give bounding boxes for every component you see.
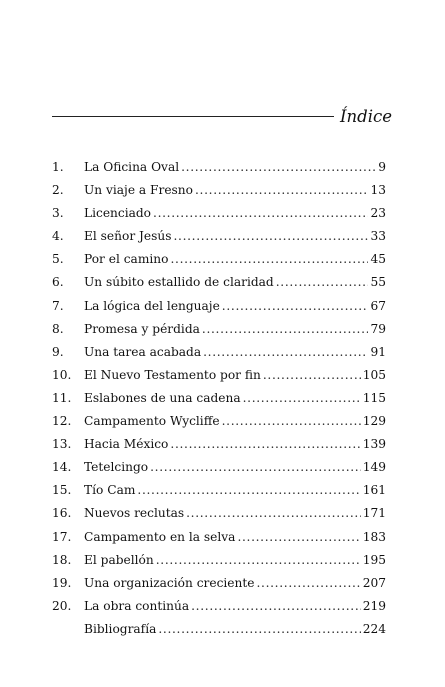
chapter-title: Campamento Wycliffe — [84, 414, 220, 429]
page-number: 129 — [362, 414, 386, 429]
chapter-number: 17. — [52, 529, 72, 544]
page-number: 219 — [362, 598, 386, 613]
chapter-title: Una organización creciente — [84, 575, 255, 590]
toc-entry — [52, 364, 386, 387]
chapter-number: 13. — [52, 437, 72, 452]
page-number: 55 — [370, 275, 386, 290]
chapter-number: 15. — [52, 483, 72, 498]
chapter-title: Por el camino — [84, 252, 169, 267]
page-number: 23 — [370, 206, 386, 221]
chapter-number: 3. — [52, 206, 64, 221]
page-title: Índice — [340, 106, 392, 126]
dot-leader — [191, 595, 361, 618]
toc-entry — [52, 595, 386, 618]
dot-leader — [237, 526, 360, 549]
toc-entry — [52, 526, 386, 549]
toc-entry — [52, 502, 386, 525]
dot-leader — [263, 364, 361, 387]
page-number: 139 — [362, 437, 386, 452]
dot-leader — [243, 387, 361, 410]
dot-leader — [195, 179, 368, 202]
toc-entry — [52, 202, 386, 225]
page-number: 183 — [362, 529, 386, 544]
page-number: 33 — [370, 229, 386, 244]
toc-entry — [52, 225, 386, 248]
chapter-title: Un viaje a Fresno — [84, 183, 193, 198]
toc-entry — [52, 572, 386, 595]
chapter-number: 9. — [52, 344, 64, 359]
dot-leader — [186, 502, 361, 525]
chapter-number: 5. — [52, 252, 64, 267]
chapter-number: 19. — [52, 575, 72, 590]
chapter-number: 1. — [52, 160, 64, 174]
chapter-title: Licenciado — [84, 206, 152, 221]
chapter-number: 2. — [52, 183, 64, 198]
toc-entry — [52, 387, 386, 410]
chapter-title: Un súbito estallido de claridad — [84, 275, 274, 290]
chapter-number: 20. — [52, 598, 72, 613]
toc-entry — [52, 248, 386, 271]
dot-leader — [158, 618, 360, 641]
chapter-title: Promesa y pérdida — [84, 321, 200, 336]
dot-leader — [170, 433, 360, 456]
dot-leader — [137, 479, 360, 502]
page-number: 91 — [370, 344, 386, 359]
toc-entry — [52, 341, 386, 364]
toc-entry — [52, 179, 386, 202]
toc-entry — [52, 479, 386, 502]
page-number: 224 — [362, 621, 386, 636]
toc-entry — [52, 271, 386, 294]
page-number: 105 — [362, 367, 386, 382]
chapter-title: Nuevos reclutas — [84, 506, 185, 521]
chapter-title: El señor Jesús — [84, 229, 172, 244]
chapter-number: 4. — [52, 229, 64, 244]
chapter-number: 6. — [52, 275, 64, 290]
toc-entry — [52, 618, 386, 641]
toc-entry — [52, 433, 386, 456]
dot-leader — [153, 202, 368, 225]
toc-entry — [52, 549, 386, 572]
chapter-title: El Nuevo Testamento por fin — [84, 367, 261, 382]
dot-leader — [203, 341, 368, 364]
page-number: 171 — [362, 506, 386, 521]
chapter-title: Eslabones de una cadena — [84, 390, 241, 405]
chapter-title: El pabellón — [84, 552, 154, 567]
dot-leader — [156, 549, 361, 572]
section-header — [52, 104, 392, 128]
chapter-title: La obra continúa — [84, 598, 190, 613]
dot-leader — [222, 295, 369, 318]
chapter-title: Una tarea acabada — [84, 344, 202, 359]
chapter-title: Hacia México — [84, 437, 169, 452]
chapter-number: 11. — [52, 390, 72, 405]
chapter-title: Tío Cam — [84, 483, 136, 498]
toc-entry — [52, 410, 386, 433]
chapter-number: 8. — [52, 321, 64, 336]
chapter-title: La Oficina Oval — [84, 160, 180, 174]
chapter-number: 12. — [52, 414, 72, 429]
header-rule — [52, 116, 334, 117]
dot-leader — [181, 156, 376, 179]
dot-leader — [150, 456, 361, 479]
dot-leader — [202, 318, 369, 341]
page-number: 149 — [362, 460, 386, 475]
chapter-number: 16. — [52, 506, 72, 521]
chapter-title: Bibliografía — [84, 621, 157, 636]
chapter-number: 10. — [52, 367, 72, 382]
page-number: 115 — [362, 390, 386, 405]
page-number: 161 — [362, 483, 386, 498]
page-number: 207 — [362, 575, 386, 590]
page-number: 9 — [378, 160, 386, 174]
table-of-contents — [52, 156, 386, 641]
dot-leader — [222, 410, 361, 433]
page-number: 79 — [370, 321, 386, 336]
dot-leader — [170, 248, 368, 271]
toc-entry — [52, 456, 386, 479]
chapter-title: Tetelcingo — [84, 460, 149, 475]
page-number: 45 — [370, 252, 386, 267]
chapter-title: Campamento en la selva — [84, 529, 236, 544]
dot-leader — [173, 225, 368, 248]
chapter-number: 18. — [52, 552, 72, 567]
toc-entry — [52, 295, 386, 318]
page-number: 67 — [370, 298, 386, 313]
toc-entry — [52, 318, 386, 341]
dot-leader — [256, 572, 360, 595]
page-number: 13 — [370, 183, 386, 198]
page-number: 195 — [362, 552, 386, 567]
toc-entry — [52, 156, 386, 179]
chapter-number: 14. — [52, 460, 72, 475]
chapter-title: La lógica del lenguaje — [84, 298, 220, 313]
dot-leader — [276, 271, 369, 294]
chapter-number: 7. — [52, 298, 64, 313]
